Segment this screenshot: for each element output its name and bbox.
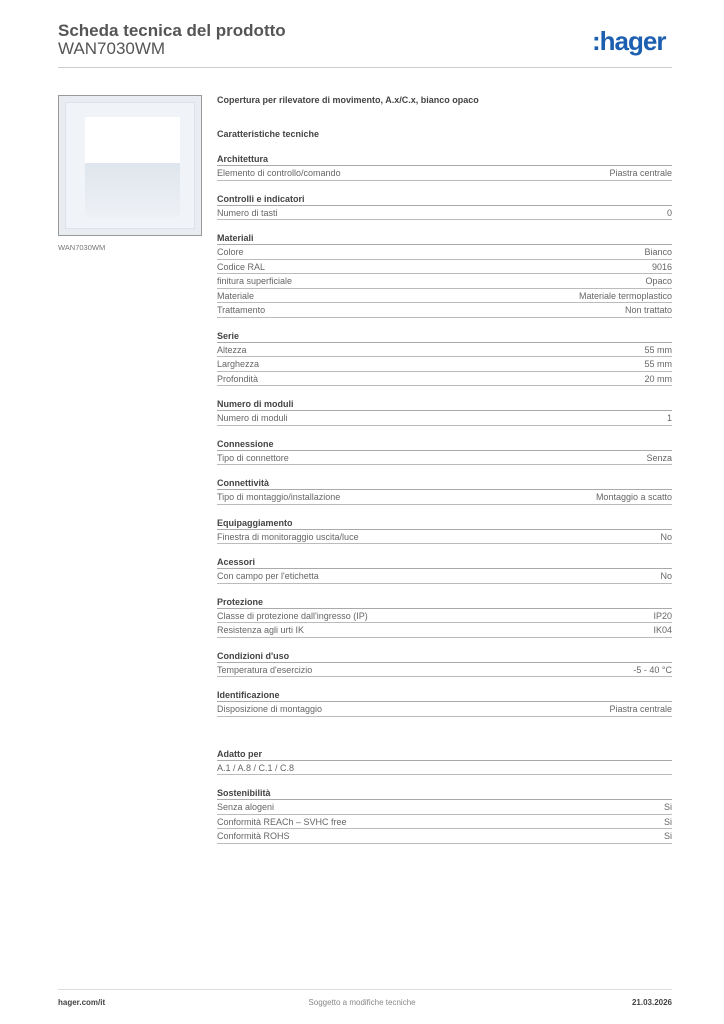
spec-label: Colore (217, 247, 244, 257)
footer-date: 21.03.2026 (631, 998, 672, 1007)
spec-row (217, 702, 672, 717)
product-image (58, 95, 202, 236)
spec-row (217, 623, 672, 638)
spec-value: Bianco (644, 247, 672, 257)
spec-value: Si (663, 802, 672, 812)
footer-website[interactable]: hager.com/it (58, 998, 106, 1007)
spec-value: Si (663, 816, 672, 827)
spec-value: 9016 (651, 261, 672, 272)
section-heading: Identificazione (217, 688, 672, 702)
spec-value: 0 (666, 207, 672, 218)
footer-divider (58, 989, 672, 990)
spec-label: A.1 / A.8 / C.1 / C.8 (217, 762, 295, 773)
spec-value: No (660, 571, 672, 581)
spec-value: Si (663, 831, 672, 841)
section-heading: Condizioni d'uso (217, 649, 672, 663)
product-code: WAN7030WM (58, 39, 166, 58)
spec-value: Piastra centrale (609, 168, 672, 178)
spec-label: Con campo per l'etichetta (217, 571, 319, 581)
spec-label: Conformità ROHS (217, 831, 290, 841)
spec-section (217, 476, 672, 505)
spec-label: Resistenza agli urti IK (217, 625, 305, 635)
spec-value: Materiale termoplastico (578, 290, 672, 301)
spec-label: Larghezza (217, 359, 260, 369)
spec-label: Classe di protezione dall'ingresso (IP) (217, 610, 368, 621)
spec-label: Trattamento (217, 305, 266, 315)
spec-row (217, 166, 672, 181)
spec-section (217, 555, 672, 584)
section-heading: Serie (217, 329, 672, 343)
spec-row (217, 829, 672, 844)
spec-row (217, 569, 672, 584)
spec-value: Opaco (645, 276, 672, 286)
spec-section (217, 437, 672, 466)
spec-label: Tipo di montaggio/installazione (217, 492, 341, 502)
spec-sheet (217, 95, 672, 844)
spec-section (217, 747, 672, 776)
section-heading: Materiali (217, 231, 672, 245)
section-heading: Numero di moduli (217, 397, 672, 411)
spec-row (217, 490, 672, 505)
spec-row (217, 245, 672, 260)
section-heading: Equipaggiamento (217, 516, 672, 530)
section-heading: Acessori (217, 555, 672, 569)
spec-row (217, 761, 672, 776)
spec-label: Numero di tasti (217, 207, 278, 218)
section-heading: Connettività (217, 476, 672, 490)
spec-section (217, 192, 672, 221)
spec-row (217, 372, 672, 387)
spec-row (217, 260, 672, 275)
spec-label: Disposizione di montaggio (217, 704, 323, 714)
spec-row (217, 206, 672, 221)
spec-value: 55 mm (644, 344, 672, 355)
spec-section (217, 595, 672, 638)
spec-section (217, 649, 672, 678)
spec-label: Elemento di controllo/comando (217, 168, 341, 178)
spec-value: Montaggio a scatto (595, 492, 672, 502)
page-title: Scheda tecnica del prodotto (58, 21, 286, 40)
spec-section (217, 688, 672, 717)
spec-row (217, 411, 672, 426)
spec-value: Non trattato (624, 305, 672, 315)
logo-text: hager (599, 26, 666, 56)
spec-label: Numero di moduli (217, 413, 288, 423)
spec-row (217, 663, 672, 678)
spec-label: finitura superficiale (217, 276, 293, 286)
section-subtitle: Caratteristiche tecniche (217, 129, 320, 139)
spec-value: 55 mm (644, 359, 672, 369)
section-heading: Controlli e indicatori (217, 192, 672, 206)
spec-section (217, 152, 672, 181)
section-heading: Adatto per (217, 747, 672, 761)
spec-value: No (660, 531, 672, 542)
spec-row (217, 530, 672, 545)
spec-row (217, 289, 672, 304)
spec-row (217, 609, 672, 624)
spec-section (217, 231, 672, 318)
spec-label: Codice RAL (217, 261, 266, 272)
section-heading: Connessione (217, 437, 672, 451)
spec-label: Altezza (217, 344, 247, 355)
spec-value: 20 mm (644, 373, 672, 384)
spec-row (217, 451, 672, 466)
hager-logo: :hager (592, 26, 666, 56)
spec-value: Piastra centrale (609, 704, 672, 714)
spec-row (217, 303, 672, 318)
spec-value: 1 (666, 413, 672, 423)
spec-value: IP20 (653, 610, 672, 621)
spec-section (217, 329, 672, 387)
spec-row (217, 274, 672, 289)
header-divider (58, 67, 672, 68)
spec-label: Tipo di connettore (217, 452, 289, 463)
section-heading: Architettura (217, 152, 672, 166)
spec-label: Profondità (217, 373, 259, 384)
spec-value: Senza (646, 452, 672, 463)
product-description: Copertura per rilevatore di movimento, A.x/C.x, bianco opaco (217, 95, 479, 105)
spec-label: Finestra di monitoraggio uscita/luce (217, 531, 359, 542)
spec-value: -5 - 40 °C (633, 664, 672, 675)
spec-section (217, 786, 672, 844)
spec-value: IK04 (653, 625, 672, 635)
spec-label: Conformità REACh – SVHC free (217, 816, 347, 827)
section-heading: Protezione (217, 595, 672, 609)
image-caption: WAN7030WM (58, 243, 106, 252)
footer-note: Soggetto a modifiche tecniche (308, 998, 416, 1007)
spec-section (217, 397, 672, 426)
spec-row (217, 357, 672, 372)
spec-label: Temperatura d'esercizio (217, 664, 313, 675)
spec-label: Materiale (217, 290, 255, 301)
section-heading: Sostenibilità (217, 786, 672, 800)
spec-label: Senza alogeni (217, 802, 275, 812)
spec-row (217, 343, 672, 358)
spec-section (217, 516, 672, 545)
spec-row (217, 815, 672, 830)
spec-row (217, 800, 672, 815)
